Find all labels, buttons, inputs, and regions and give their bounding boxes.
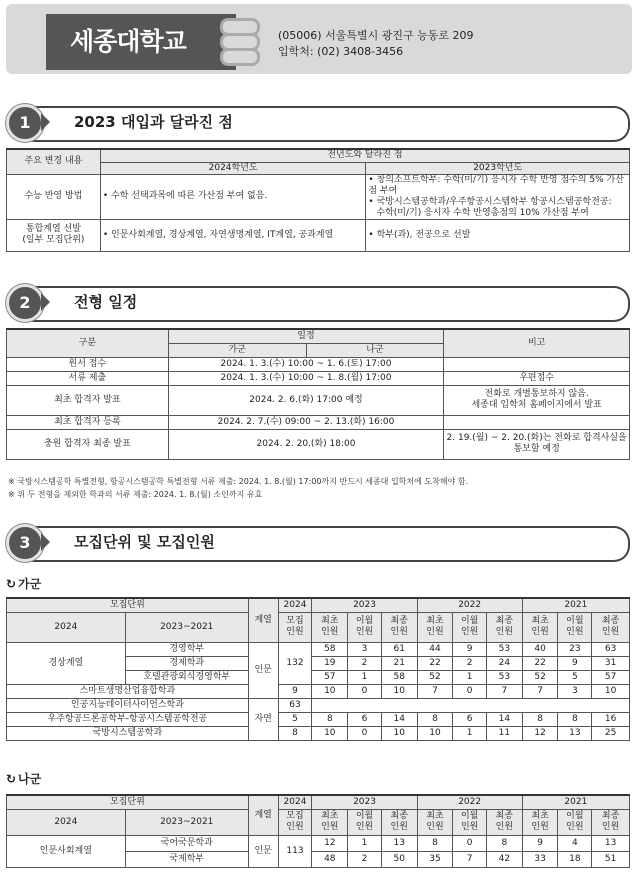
unit-name: 인공지능데이터사이언스학과 bbox=[7, 698, 249, 712]
section-title: 2023 대입과 달라진 점 bbox=[74, 113, 233, 131]
num-cell: 22 bbox=[417, 656, 453, 670]
num-cell: 40 bbox=[522, 642, 558, 656]
col-choejong: 최종 인원 bbox=[487, 809, 523, 835]
col-choejong: 최종 인원 bbox=[592, 809, 630, 835]
num-cell: 3 bbox=[558, 684, 592, 698]
num-cell: 0 bbox=[348, 684, 382, 698]
col-iwol: 이월 인원 bbox=[558, 809, 592, 835]
section-number: 2 bbox=[6, 284, 44, 322]
num-cell: 7 bbox=[453, 851, 487, 867]
unit-group: 경상계열 bbox=[7, 642, 126, 684]
unit-name: 국어국문학과 bbox=[125, 835, 248, 851]
col-unit-2023-2021: 2023~2021 bbox=[125, 612, 248, 642]
unit-name: 호텔관광외식경영학부 bbox=[125, 670, 248, 684]
contact-info bbox=[278, 28, 473, 60]
num-cell: 11 bbox=[487, 726, 523, 740]
ga-recruit-table bbox=[6, 597, 630, 741]
col-mojip: 모집 인원 bbox=[278, 612, 312, 642]
unit-group: 인문사회계열 bbox=[7, 835, 126, 867]
num-cell: 24 bbox=[487, 656, 523, 670]
num-cell: 7 bbox=[487, 684, 523, 698]
arrow-icon bbox=[41, 113, 50, 131]
num-cell: 8 bbox=[417, 835, 453, 851]
section-recruit-heading bbox=[6, 526, 630, 560]
num-cell: 44 bbox=[417, 642, 453, 656]
col-series: 계열 bbox=[248, 795, 278, 835]
num-cell: 2 bbox=[348, 851, 382, 867]
col-year-2024: 2024 bbox=[278, 795, 312, 809]
col-div: 구분 bbox=[7, 329, 169, 357]
num-cell: 13 bbox=[592, 835, 630, 851]
unit-name: 경영학부 bbox=[125, 642, 248, 656]
num-cell: 4 bbox=[558, 835, 592, 851]
num-cell: 9 bbox=[558, 656, 592, 670]
num-cell: 53 bbox=[487, 670, 523, 684]
num-cell: 51 bbox=[592, 851, 630, 867]
section-changes-heading bbox=[6, 106, 630, 140]
series-cell: 인문 bbox=[248, 642, 278, 698]
col-choejong: 최종 인원 bbox=[381, 612, 417, 642]
col-series: 계열 bbox=[248, 598, 278, 642]
num-cell: 0 bbox=[453, 835, 487, 851]
num-cell: 8 bbox=[558, 712, 592, 726]
ga-group-label: ↻ 가군 bbox=[6, 577, 42, 591]
col-ga: 가군 bbox=[168, 343, 306, 357]
num-cell: 42 bbox=[487, 851, 523, 867]
num-cell: 63 bbox=[592, 642, 630, 656]
schedule-note: ※ 국방시스템공학 특별전형, 항공시스템공학 특별전형 서류 제출: 2024. 1. 8.(월) 17:00까지 반드시 세종대 입학처에 도착해야 함. bbox=[8, 477, 469, 486]
mojip-cell: 8 bbox=[278, 726, 312, 740]
num-cell: 1 bbox=[453, 726, 487, 740]
schedule-note: ※ 위 두 전형을 제외한 학과의 서류 제출: 2024. 1. 8.(월) 소인까지 유효 bbox=[8, 490, 263, 499]
col-choecho: 최초 인원 bbox=[312, 612, 348, 642]
col-iwol: 이월 인원 bbox=[558, 612, 592, 642]
num-cell: 12 bbox=[312, 835, 348, 851]
col-choecho: 최초 인원 bbox=[522, 612, 558, 642]
group-total: 132 bbox=[278, 642, 312, 684]
col-choejong: 최종 인원 bbox=[381, 809, 417, 835]
num-cell: 18 bbox=[558, 851, 592, 867]
return-arrow-icon: ↻ bbox=[6, 772, 17, 786]
num-cell: 16 bbox=[592, 712, 630, 726]
arrow-icon bbox=[41, 293, 50, 311]
group-total: 113 bbox=[278, 835, 312, 867]
sched-note: 전화로 개별통보하지 않음. 세종대 입학처 홈페이지에서 발표 bbox=[444, 385, 630, 415]
school-name: 세종대학교 bbox=[46, 14, 236, 70]
col-choejong: 최종 인원 bbox=[592, 612, 630, 642]
sched-div: 최초 합격자 등록 bbox=[7, 415, 169, 429]
series-cell: 인문 bbox=[248, 835, 278, 867]
section-number: 3 bbox=[6, 524, 44, 562]
num-cell: 8 bbox=[312, 712, 348, 726]
col-year-2022: 2022 bbox=[417, 598, 522, 612]
num-cell: 57 bbox=[312, 670, 348, 684]
col-choecho: 최초 인원 bbox=[417, 612, 453, 642]
col-choecho: 최초 인원 bbox=[417, 809, 453, 835]
col-unit: 모집단위 bbox=[7, 598, 249, 612]
num-cell: 53 bbox=[487, 642, 523, 656]
num-cell: 13 bbox=[558, 726, 592, 740]
num-cell: 10 bbox=[312, 684, 348, 698]
col-unit-2024: 2024 bbox=[7, 809, 126, 835]
num-cell: 9 bbox=[453, 642, 487, 656]
col-iwol: 이월 인원 bbox=[348, 809, 382, 835]
num-cell: 6 bbox=[453, 712, 487, 726]
num-cell: 0 bbox=[453, 684, 487, 698]
col-sched: 일정 bbox=[168, 329, 444, 343]
sched-div: 최초 합격자 발표 bbox=[7, 385, 169, 415]
sched-date: 2024. 1. 3.(수) 10:00 ~ 1. 6.(토) 17:00 bbox=[168, 357, 444, 371]
col-iwol: 이월 인원 bbox=[348, 612, 382, 642]
col-group: 전년도와 달라진 점 bbox=[100, 149, 629, 162]
unit-name: 경제학과 bbox=[125, 656, 248, 670]
num-cell: 23 bbox=[558, 642, 592, 656]
sched-note: 2. 19.(월) ~ 2. 20.(화)는 전화로 합격사실을 통보할 예정 bbox=[444, 429, 630, 459]
num-cell: 33 bbox=[522, 851, 558, 867]
col-year-2023: 2023 bbox=[312, 598, 417, 612]
unit-name: 우주항공드론공학부-항공시스템공학전공 bbox=[7, 712, 249, 726]
section-title: 모집단위 및 모집인원 bbox=[74, 533, 215, 551]
col-choecho: 최초 인원 bbox=[522, 809, 558, 835]
num-cell: 1 bbox=[348, 835, 382, 851]
num-cell: 6 bbox=[348, 712, 382, 726]
col-2024: 2024학년도 bbox=[100, 162, 366, 174]
num-cell: 10 bbox=[417, 726, 453, 740]
changes-table bbox=[6, 148, 630, 252]
sched-div: 서류 제출 bbox=[7, 371, 169, 385]
num-cell: 8 bbox=[487, 835, 523, 851]
section-schedule-heading bbox=[6, 286, 630, 320]
cell-2023: • 학부(과), 전공으로 선발 bbox=[366, 219, 630, 251]
na-group-label: ↻ 나군 bbox=[6, 772, 42, 786]
num-cell: 0 bbox=[348, 726, 382, 740]
arrow-icon bbox=[41, 533, 50, 551]
section-title: 전형 일정 bbox=[74, 293, 138, 311]
num-cell: 7 bbox=[417, 684, 453, 698]
col-unit-2023-2021: 2023~2021 bbox=[125, 809, 248, 835]
series-cell: 자연 bbox=[248, 698, 278, 740]
num-cell: 50 bbox=[381, 851, 417, 867]
num-cell: 14 bbox=[487, 712, 523, 726]
num-cell: 1 bbox=[348, 670, 382, 684]
phone: 입학처: (02) 3408-3456 bbox=[278, 45, 404, 58]
num-cell: 2 bbox=[453, 656, 487, 670]
sched-div: 충원 합격자 최종 발표 bbox=[7, 429, 169, 459]
num-cell: 7 bbox=[522, 684, 558, 698]
col-choecho: 최초 인원 bbox=[312, 809, 348, 835]
unit-name: 국방시스템공학과 bbox=[7, 726, 249, 740]
num-cell: 57 bbox=[592, 670, 630, 684]
col-item: 주요 변경 내용 bbox=[7, 149, 101, 174]
num-cell: 10 bbox=[381, 726, 417, 740]
col-year-2021: 2021 bbox=[522, 795, 629, 809]
col-year-2024: 2024 bbox=[278, 598, 312, 612]
empty-cell bbox=[312, 698, 630, 712]
num-cell: 52 bbox=[417, 670, 453, 684]
header-banner bbox=[6, 4, 632, 74]
row-item: 수능 반영 방법 bbox=[7, 174, 101, 219]
num-cell: 9 bbox=[522, 835, 558, 851]
num-cell: 12 bbox=[522, 726, 558, 740]
sched-note bbox=[444, 357, 630, 371]
mojip-cell: 63 bbox=[278, 698, 312, 712]
num-cell: 5 bbox=[558, 670, 592, 684]
num-cell: 52 bbox=[522, 670, 558, 684]
sched-div: 원서 접수 bbox=[7, 357, 169, 371]
col-note: 비고 bbox=[444, 329, 630, 357]
sched-note bbox=[444, 415, 630, 429]
col-choejong: 최종 인원 bbox=[487, 612, 523, 642]
num-cell: 21 bbox=[381, 656, 417, 670]
num-cell: 8 bbox=[417, 712, 453, 726]
col-unit: 모집단위 bbox=[7, 795, 249, 809]
schedule-table bbox=[6, 328, 630, 460]
num-cell: 58 bbox=[381, 670, 417, 684]
address: (05006) 서울특별시 광진구 능동로 209 bbox=[278, 29, 474, 42]
col-unit-2024: 2024 bbox=[7, 612, 126, 642]
cell-2024: • 인문사회계열, 경상계열, 자연생명계열, IT계열, 공과계열 bbox=[100, 219, 366, 251]
num-cell: 35 bbox=[417, 851, 453, 867]
sched-date: 2024. 1. 3.(수) 10:00 ~ 1. 8.(월) 17:00 bbox=[168, 371, 444, 385]
sched-note: 우편접수 bbox=[444, 371, 630, 385]
num-cell: 58 bbox=[312, 642, 348, 656]
num-cell: 10 bbox=[312, 726, 348, 740]
sched-date: 2024. 2. 20.(화) 18:00 bbox=[168, 429, 444, 459]
cell-2023: • 창의소프트학부: 수학(미/기) 응시자 수학 반영 점수의 5% 가산점 부여 • 국방시스템공학과/우주항공시스템학부 항공시스템공학전공: 수학(미/기) 응시자 수학 반영총점의 10% 가산점 부여 bbox=[366, 174, 630, 219]
cell-2024: • 수학 선택과목에 따른 가산점 부여 없음. bbox=[100, 174, 366, 219]
num-cell: 10 bbox=[592, 684, 630, 698]
col-year-2022: 2022 bbox=[417, 795, 522, 809]
num-cell: 3 bbox=[348, 642, 382, 656]
num-cell: 10 bbox=[381, 684, 417, 698]
num-cell: 61 bbox=[381, 642, 417, 656]
mojip-cell: 5 bbox=[278, 712, 312, 726]
num-cell: 19 bbox=[312, 656, 348, 670]
num-cell: 14 bbox=[381, 712, 417, 726]
num-cell: 22 bbox=[522, 656, 558, 670]
col-year-2021: 2021 bbox=[522, 598, 629, 612]
num-cell: 1 bbox=[453, 670, 487, 684]
num-cell: 48 bbox=[312, 851, 348, 867]
sched-date: 2024. 2. 6.(화) 17:00 예정 bbox=[168, 385, 444, 415]
col-iwol: 이월 인원 bbox=[453, 612, 487, 642]
section-number: 1 bbox=[6, 104, 44, 142]
return-arrow-icon: ↻ bbox=[6, 577, 17, 591]
mojip-cell: 9 bbox=[278, 684, 312, 698]
num-cell: 31 bbox=[592, 656, 630, 670]
col-2023: 2023학년도 bbox=[366, 162, 630, 174]
num-cell: 8 bbox=[522, 712, 558, 726]
num-cell: 2 bbox=[348, 656, 382, 670]
col-mojip: 모집 인원 bbox=[278, 809, 312, 835]
unit-name: 스마트생명산업융합학과 bbox=[7, 684, 249, 698]
na-recruit-table bbox=[6, 794, 630, 868]
col-iwol: 이월 인원 bbox=[453, 809, 487, 835]
sched-date: 2024. 2. 7.(수) 09:00 ~ 2. 13.(화) 16:00 bbox=[168, 415, 444, 429]
unit-name: 국제학부 bbox=[125, 851, 248, 867]
row-item: 통합계열 선발 (일부 모집단위) bbox=[7, 219, 101, 251]
binder-ring-icon bbox=[220, 48, 260, 66]
num-cell: 13 bbox=[381, 835, 417, 851]
num-cell: 25 bbox=[592, 726, 630, 740]
col-na: 나군 bbox=[306, 343, 444, 357]
col-year-2023: 2023 bbox=[312, 795, 417, 809]
